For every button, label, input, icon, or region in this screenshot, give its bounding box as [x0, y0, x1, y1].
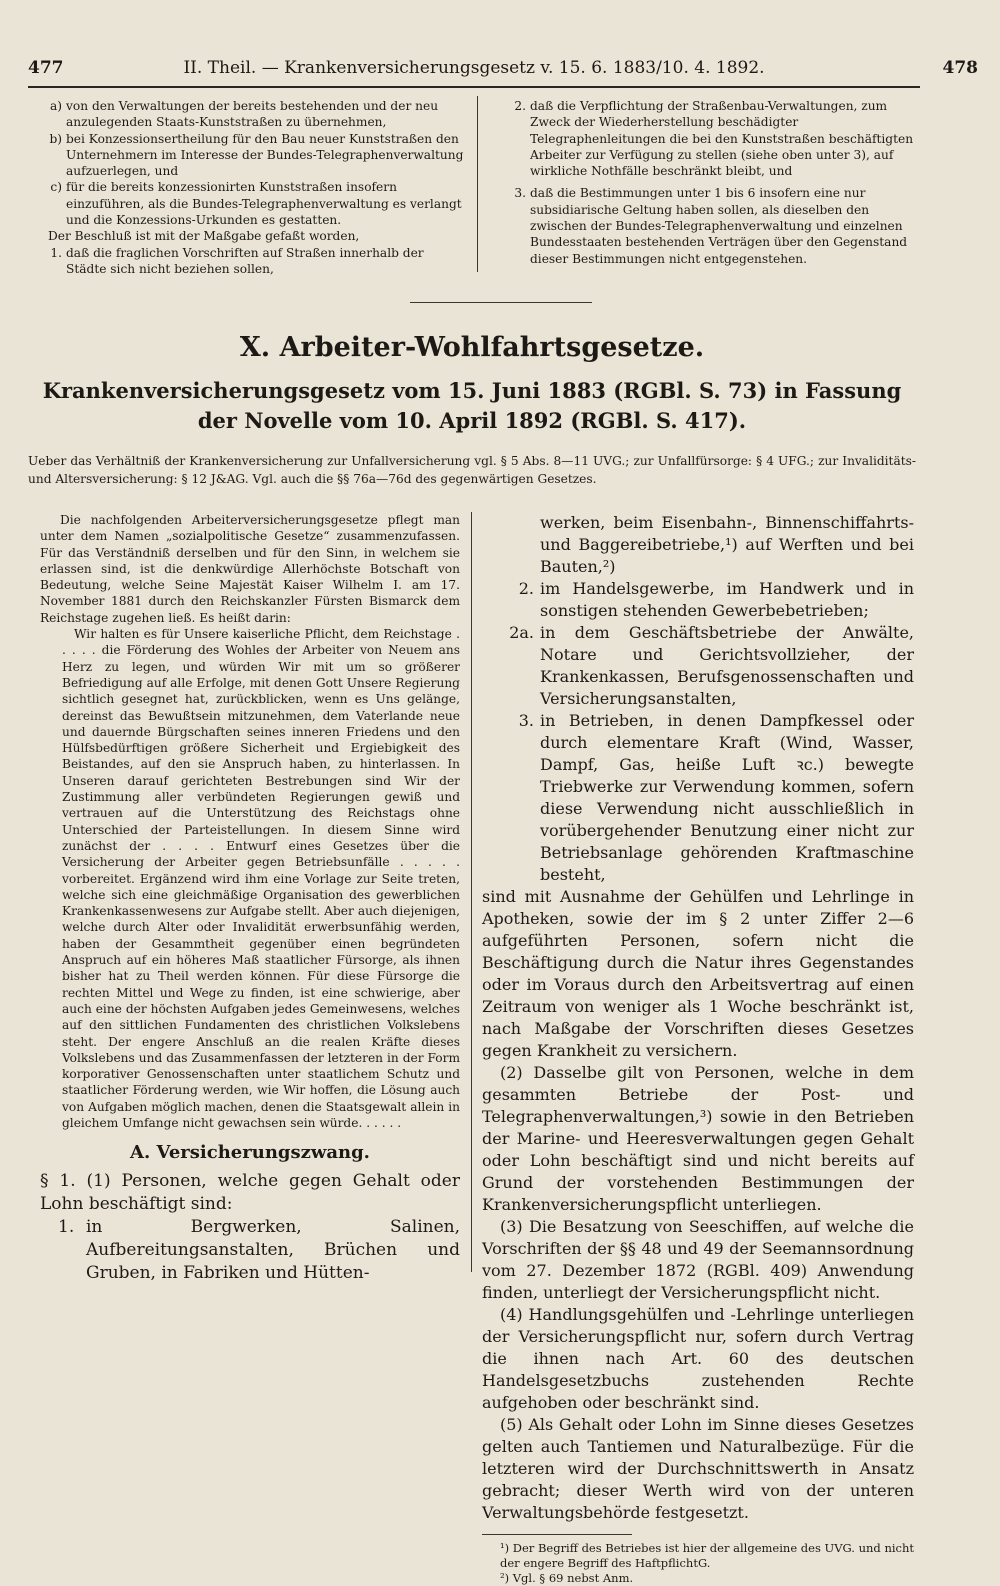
paragraph: (3) Die Besatzung von Seeschiffen, auf welche die Vorschriften der §§ 48 und 49 der Seemannsordnung vom 27. Dezember 1872 (RGBl. 409) Anwendung finden, unterliegt der Versicherungspflicht nicht.	[482, 1217, 914, 1302]
list-item: c) für die bereits konzessionirten Kunststraßen insofern einzuführen, als die Bundes-Telegraphenverwaltung es verlangt und die Konzessions-Urkunden es gestatten.	[50, 180, 462, 228]
column-divider	[471, 512, 472, 1272]
footnote-rule	[482, 1534, 632, 1535]
law-title: Krankenversicherungsgesetz vom 15. Juni 1883 (RGBl. S. 73) in Fassung der Novelle vom 10. April 1892 (RGBl. S. 417).	[42, 378, 902, 433]
list-item: 2. im Handelsgewerbe, im Handwerk und in sonstigen stehenden Gewerbebetrieben;	[518, 579, 914, 620]
paragraph: Die nachfolgenden Arbeiterversicherungsgesetze pflegt man unter dem Namen „sozialpolitische Gesetze“ zusammenzufassen. Für das Verständniß derselben und für den Sinn, in welchem sie erlassen sind, ist die denkwürdige Allerhöchste Botschaft von Bedeutung, welche Seine Majestät Kaiser Wilhelm I. am 17. November 1881 durch den Reichskanzler Fürsten Bismarck dem Reichstage zugehen ließ. Es heißt darin:	[40, 513, 460, 625]
list-item: 3. daß die Bestimmungen unter 1 bis 6 insofern eine nur subsidiarische Geltung haben sollen, als dieselben den zwischen der Bundes-Telegraphenverwaltung und einzelnen Bundesstaaten bestehenden Verträgen über den Gegenstand dieser Bestimmungen nicht entgegenstehen.	[514, 186, 908, 266]
section-heading: A. Versicherungszwang.	[130, 1142, 370, 1164]
column-divider	[477, 96, 478, 272]
paragraph: (4) Handlungsgehülfen und -Lehrlinge unterliegen der Versicherungspflicht nur, sofern durch Vertrag die ihnen nach Art. 60 des deutschen Handelsgesetzbuchs zustehenden Rechte aufgehoben oder beschränkt sind.	[482, 1305, 914, 1412]
list-item: b) bei Konzessionsertheilung für den Bau neuer Kunststraßen den Unternehmern im Interesse der Bundes-Telegraphenverwaltung aufzuerlegen, und	[49, 131, 464, 179]
paragraph: sind mit Ausnahme der Gehülfen und Lehrlinge in Apotheken, sowie der im § 2 unter Ziffer 2—6 aufgeführten Personen, sofern nicht die Beschäftigung durch die Natur ihres Gegenstandes oder im Voraus durch den Arbeitsvertrag auf einen Zeitraum von weniger als 1 Woche beschränkt ist, nach Maßgabe der Vorschriften dieses Gesetzes gegen Krankheit zu versichern.	[482, 887, 914, 1060]
section-rule	[410, 302, 592, 303]
list-item: 1. daß die fraglichen Vorschriften auf Straßen innerhalb der Städte sich nicht beziehen sollen,	[50, 245, 424, 276]
list-item: a) von den Verwaltungen der bereits bestehenden und der neu anzulegenden Staats-Kunststraßen zu übernehmen,	[49, 99, 439, 130]
paragraph: Der Beschluß ist mit der Maßgabe gefaßt worden,	[48, 229, 360, 244]
list-item: 2a. in dem Geschäftsbetriebe der Anwälte, Notare und Gerichtsvollzieher, der Krankenkassen, Berufsgenossenschaften und Versicherungsanstalten,	[509, 623, 914, 708]
intro-note: Ueber das Verhältniß der Krankenversicherung zur Unfallversicherung vgl. § 5 Abs. 8—11 UVG.; zur Unfallfürsorge: § 4 UFG.; zur Invaliditäts- und Altersversicherung: § 12 J&AG. Vgl. auch die §§ 76a—76d des gegenwärtigen Gesetzes.	[28, 454, 916, 486]
quotation: Wir halten es für Unsere kaiserliche Pflicht, dem Reichstage . . . . . die Förderung des Wohles der Arbeiter von Neuem ans Herz zu legen, und würden Wir mit um so größerer Befriedigung auf alle Erfolge, mit denen Gott Unsere Regierung sichtlich gesegnet hat, zurückblicken, wenn es Uns gelänge, dereinst das Bewußtsein mitzunehmen, dem Vaterlande neue und dauernde Bürgschaften seines inneren Friedens und den Hülfsbedürftigen größere Sicherheit und Ergiebigkeit des Beistandes, auf den sie Anspruch haben, zu hinterlassen. In Unseren darauf gerichteten Bestrebungen sind Wir der Zustimmung aller verbündeten Regierungen gewiß und vertrauen auf die Unterstützung des Reichstags ohne Unterschied der Parteistellungen. In diesem Sinne wird zunächst der . . . . Entwurf eines Gesetzes über die Versicherung der Arbeiter gegen Betriebsunfälle . . . . . vorbereitet. Ergänzend wird ihm eine Vorlage zur Seite treten, welche sich eine gleichmäßige Organisation des gewerblichen Krankenkassenwesens zur Aufgabe stellt. Aber auch diejenigen, welche durch Alter oder Invalidität erwerbsunfähig werden, haben der Gesammtheit gegenüber einen begründeten Anspruch auf ein höheres Maß staatlicher Fürsorge, als ihnen bisher hat zu Theil werden können. Für diese Fürsorge die rechten Mittel und Wege zu finden, ist eine schwierige, aber auch eine der höchsten Aufgaben jedes Gemeinwesens, welches auf den sittlichen Fundamenten des christlichen Volkslebens steht. Der engere Anschluß an die realen Kräfte dieses Volkslebens und das Zusammenfassen der letzteren in der Form korporativer Genossenschaften unter staatlichem Schutz und staatlicher Förderung werden, wie Wir hoffen, die Lösung auch von Aufgaben möglich machen, denen die Staatsgewalt allein in gleichem Umfange nicht gewachsen sein würde. . . . . .	[62, 627, 460, 1130]
page-number-left: 477	[28, 58, 64, 78]
footnote: ¹) Der Begriff des Betriebes ist hier der allgemeine des UVG. und nicht der engere Begriff des HaftpflichtG.	[500, 1541, 914, 1570]
top-right-column	[492, 98, 916, 267]
list-item: 1. in Bergwerken, Salinen, Aufbereitungsanstalten, Brüchen und Gruben, in Fabriken und Hütten-	[58, 1216, 460, 1283]
paragraph: werken, beim Eisenbahn-, Binnenschiffahrts- und Baggereibetriebe,¹) auf Werften und bei Bauten,²)	[540, 513, 914, 576]
list-item: 3. in Betrieben, in denen Dampfkessel oder durch elementare Kraft (Wind, Wasser, Dampf, Gas, heiße Luft ꝛc.) bewegte Triebwerke zur Verwendung kommen, sofern diese Verwendung nicht ausschließlich in vorübergehender Benutzung einer nicht zur Betriebsanlage gehörenden Kraftmaschine besteht,	[518, 711, 914, 884]
chapter-title: X. Arbeiter-Wohlfahrtsgesetze.	[239, 332, 705, 363]
paragraph: (2) Dasselbe gilt von Personen, welche in dem gesammten Betriebe der Post- und Telegraphenverwaltungen,³) sowie in den Betrieben der Marine- und Heeresverwaltungen gegen Gehalt oder Lohn beschäftigt sind und nicht bereits auf Grund der vorstehenden Bestimmungen der Krankenversicherungspflicht unterliegen.	[482, 1063, 914, 1214]
top-left-column	[28, 98, 466, 277]
paragraph: (5) Als Gehalt oder Lohn im Sinne dieses Gesetzes gelten auch Tantiemen und Naturalbezüge. Für die letzteren wird der Durchschnittswerth in Ansatz gebracht; dieser Werth wird von der unteren Verwaltungsbehörde festgesetzt.	[482, 1415, 914, 1522]
running-title: II. Theil. — Krankenversicherungsgesetz v. 15. 6. 1883/10. 4. 1892.	[183, 58, 765, 78]
list-item: 2. daß die Verpflichtung der Straßenbau-Verwaltungen, zum Zweck der Wiederherstellung beschädigter Telegraphenleitungen die bei den Kunststraßen beschäftigten Arbeiter zur Verfügung zu stellen (siehe oben unter 3), auf wirkliche Nothfälle beschränkt bleibt, und	[514, 99, 914, 179]
paragraph: § 1. (1) Personen, welche gegen Gehalt oder Lohn beschäftigt sind:	[40, 1170, 460, 1214]
footnote: ²) Vgl. § 69 nebst Anm.	[500, 1571, 634, 1585]
main-right-column	[482, 512, 914, 1586]
running-header	[28, 58, 978, 88]
main-left-column	[40, 512, 460, 1285]
page-number-right: 478	[942, 58, 978, 78]
